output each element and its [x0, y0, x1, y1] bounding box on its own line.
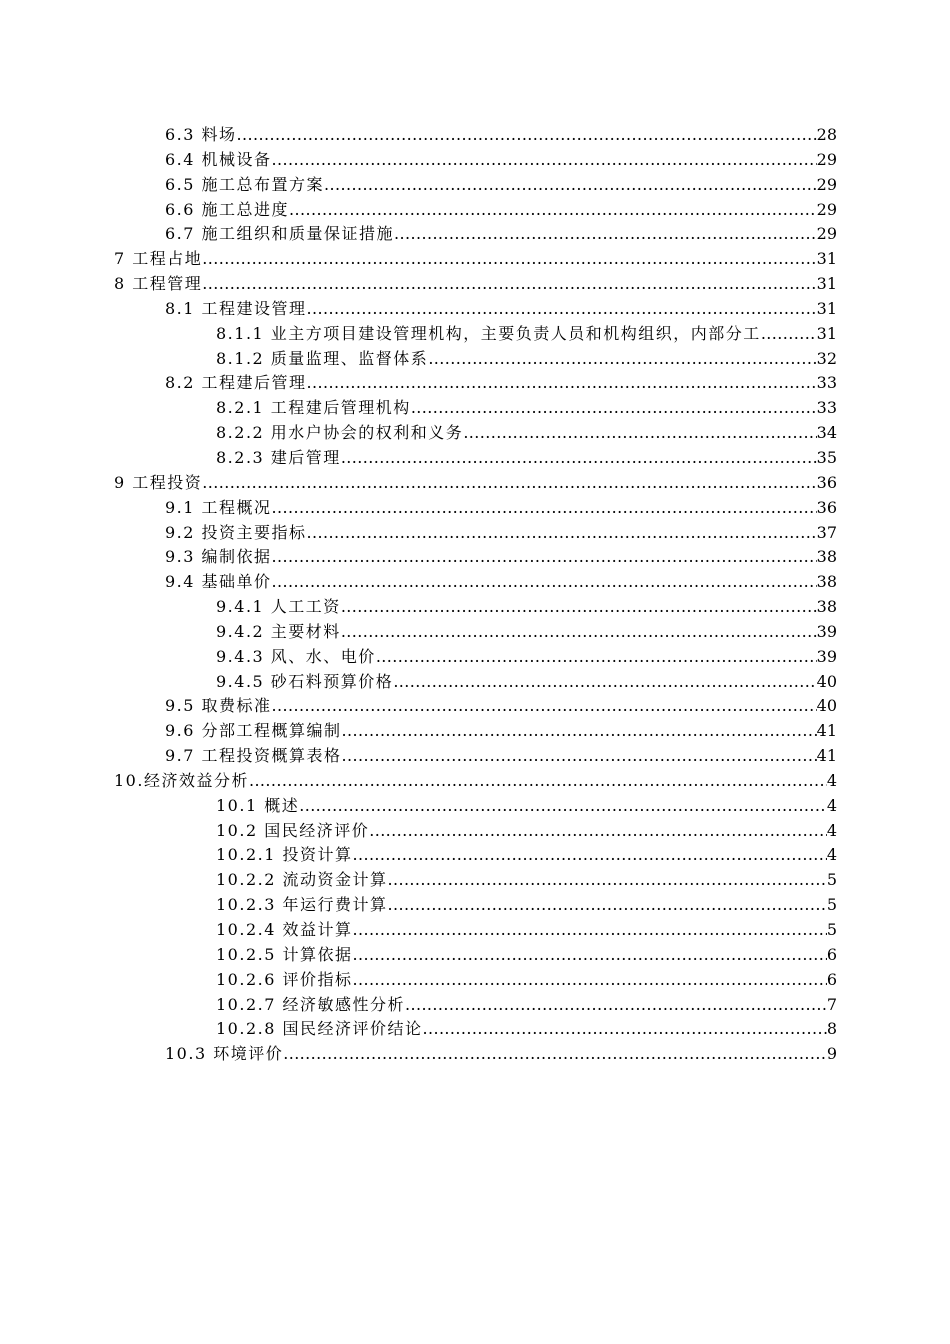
- toc-entry-page: 36: [816, 472, 837, 492]
- toc-entry[interactable]: [0, 222, 950, 247]
- toc-entry[interactable]: [0, 943, 950, 968]
- toc-entry-title: 9.6 分部工程概算编制: [165, 721, 342, 741]
- toc-entry-title: 9.4 基础单价: [165, 572, 272, 592]
- toc-entry[interactable]: [0, 148, 950, 173]
- toc-entry-page: 39: [816, 646, 837, 666]
- toc-leader-dots: [202, 272, 816, 297]
- toc-entry-page: 41: [816, 746, 837, 766]
- toc-entry[interactable]: [0, 496, 950, 521]
- toc-leader-dots: [272, 148, 817, 173]
- toc-entry-title: 10.2.7 经济敏感性分析: [216, 994, 405, 1014]
- toc-entry[interactable]: [0, 322, 950, 347]
- toc-leader-dots: [405, 993, 827, 1018]
- toc-leader-dots: [422, 1017, 826, 1042]
- toc-entry-title: 9.2 投资主要指标: [165, 522, 307, 542]
- toc-entry-page: 38: [816, 597, 837, 617]
- toc-leader-dots: [411, 396, 817, 421]
- toc-entry-page: 4: [826, 820, 837, 840]
- toc-entry-page: 31: [816, 298, 837, 318]
- toc-entry[interactable]: [0, 570, 950, 595]
- toc-leader-dots: [341, 446, 817, 471]
- toc-entry-title: 6.7 施工组织和质量保证措施: [165, 224, 395, 244]
- toc-entry-page: 5: [826, 895, 837, 915]
- toc-entry-page: 40: [816, 671, 837, 691]
- toc-entry[interactable]: [0, 198, 950, 223]
- toc-entry-page: 7: [826, 994, 837, 1014]
- toc-entry-title: 10.2.1 投资计算: [216, 845, 353, 865]
- toc-leader-dots: [342, 744, 817, 769]
- toc-entry-page: 9: [826, 1044, 837, 1064]
- toc-leader-dots: [394, 222, 817, 247]
- toc-leader-dots: [307, 371, 817, 396]
- toc-entry-page: 28: [816, 125, 837, 144]
- toc-leader-dots: [342, 719, 817, 744]
- toc-entry-title: 8.1.2 质量监理、监督体系: [216, 348, 429, 368]
- toc-leader-dots: [393, 670, 816, 695]
- toc-leader-dots: [376, 645, 817, 670]
- toc-leader-dots: [369, 819, 827, 844]
- toc-entry-page: 33: [816, 398, 837, 418]
- toc-leader-dots: [341, 620, 817, 645]
- toc-entry[interactable]: [0, 347, 950, 372]
- toc-leader-dots: [428, 347, 816, 372]
- toc-entry-title: 10.2.3 年运行费计算: [216, 895, 388, 915]
- toc-leader-dots: [352, 968, 826, 993]
- toc-leader-dots: [237, 123, 817, 148]
- toc-leader-dots: [289, 198, 817, 223]
- toc-entry[interactable]: [0, 297, 950, 322]
- toc-entry-page: 38: [816, 572, 837, 592]
- toc-entry-page: 31: [816, 323, 837, 343]
- toc-entry-page: 29: [816, 149, 837, 169]
- toc-entry[interactable]: [0, 794, 950, 819]
- toc-leader-dots: [272, 694, 817, 719]
- toc-entry-page: 38: [816, 547, 837, 567]
- toc-entry[interactable]: [0, 371, 950, 396]
- toc-entry-page: 6: [826, 944, 837, 964]
- toc-leader-dots: [272, 496, 817, 521]
- toc-entry-page: 6: [826, 969, 837, 989]
- toc-leader-dots: [341, 595, 817, 620]
- toc-entry[interactable]: [0, 396, 950, 421]
- toc-entry-title: 9.7 工程投资概算表格: [165, 746, 342, 766]
- toc-leader-dots: [463, 421, 816, 446]
- toc-entry-title: 10.1 概述: [216, 795, 300, 815]
- toc-entry-title: 10.2.4 效益计算: [216, 920, 353, 939]
- toc-entry[interactable]: [0, 471, 950, 496]
- toc-entry-title: 9.4.2 主要材料: [216, 621, 341, 641]
- toc-entry-page: 35: [816, 447, 837, 467]
- toc-entry-page: 36: [816, 497, 837, 517]
- toc-leader-dots: [202, 247, 816, 272]
- toc-entry[interactable]: [0, 521, 950, 546]
- toc-entry-title: 8.2 工程建后管理: [165, 373, 307, 393]
- toc-entry[interactable]: [0, 670, 950, 695]
- toc-entry[interactable]: [0, 769, 950, 794]
- table-of-contents: [0, 123, 950, 1067]
- toc-leader-dots: [387, 868, 826, 893]
- toc-entry-page: 31: [816, 274, 837, 294]
- toc-entry-title: 10.经济效益分析: [114, 770, 249, 790]
- toc-entry-title: 8.1 工程建设管理: [165, 298, 307, 318]
- toc-entry-title: 8.2.1 工程建后管理机构: [216, 398, 411, 418]
- toc-entry-title: 10.2.2 流动资金计算: [216, 870, 388, 890]
- toc-leader-dots: [307, 297, 817, 322]
- toc-leader-dots: [202, 471, 816, 496]
- toc-entry-title: 9.4.5 砂石料预算价格: [216, 671, 394, 691]
- toc-entry-page: 32: [816, 348, 837, 368]
- toc-entry-title: 6.3 料场: [165, 125, 237, 144]
- toc-entry[interactable]: [0, 868, 950, 893]
- toc-entry[interactable]: [0, 1042, 950, 1067]
- toc-entry-page: 34: [816, 423, 837, 443]
- toc-entry-title: 6.4 机械设备: [165, 149, 272, 169]
- toc-entry[interactable]: [0, 719, 950, 744]
- toc-entry-page: 41: [816, 721, 837, 741]
- toc-leader-dots: [352, 843, 826, 868]
- toc-entry-page: 4: [826, 795, 837, 815]
- toc-entry-page: 29: [816, 199, 837, 219]
- toc-leader-dots: [352, 918, 826, 943]
- toc-leader-dots: [283, 1042, 827, 1067]
- toc-entry-title: 8.1.1 业主方项目建设管理机构，主要负责人员和机构组织，内部分工: [216, 323, 761, 343]
- toc-entry[interactable]: [0, 595, 950, 620]
- toc-entry-title: 9.1 工程概况: [165, 497, 272, 517]
- toc-entry-title: 8.2.2 用水户协会的权利和义务: [216, 423, 464, 443]
- toc-entry-title: 8.2.3 建后管理: [216, 447, 341, 467]
- toc-entry[interactable]: [0, 694, 950, 719]
- toc-entry[interactable]: [0, 843, 950, 868]
- toc-entry[interactable]: [0, 893, 950, 918]
- toc-entry-title: 7 工程占地: [114, 249, 203, 269]
- toc-entry-page: 8: [826, 1019, 837, 1039]
- toc-entry[interactable]: [0, 421, 950, 446]
- toc-entry-title: 9.3 编制依据: [165, 547, 272, 567]
- toc-entry[interactable]: [0, 272, 950, 297]
- toc-entry-page: 39: [816, 621, 837, 641]
- toc-leader-dots: [299, 794, 827, 819]
- toc-entry-page: 31: [816, 249, 837, 269]
- toc-entry-title: 9.5 取费标准: [165, 696, 272, 716]
- toc-leader-dots: [307, 521, 817, 546]
- toc-entry-title: 10.2.6 评价指标: [216, 969, 353, 989]
- toc-entry-page: 37: [816, 522, 837, 542]
- toc-entry-page: 4: [826, 845, 837, 865]
- toc-leader-dots: [249, 769, 827, 794]
- toc-entry-title: 9.4.1 人工工资: [216, 597, 341, 617]
- toc-entry-page: 4: [826, 770, 837, 790]
- toc-entry-title: 10.3 环境评价: [165, 1044, 284, 1064]
- toc-entry[interactable]: [0, 744, 950, 769]
- toc-leader-dots: [761, 322, 817, 347]
- toc-entry[interactable]: [0, 247, 950, 272]
- toc-entry-page: 29: [816, 174, 837, 194]
- toc-entry-page: 40: [816, 696, 837, 716]
- toc-entry[interactable]: [0, 918, 950, 943]
- toc-entry-page: 5: [826, 870, 837, 890]
- toc-entry[interactable]: [0, 123, 950, 148]
- toc-entry[interactable]: [0, 645, 950, 670]
- toc-entry[interactable]: [0, 620, 950, 645]
- toc-entry[interactable]: [0, 446, 950, 471]
- toc-entry-title: 6.5 施工总布置方案: [165, 174, 325, 194]
- toc-entry-title: 10.2.8 国民经济评价结论: [216, 1019, 423, 1039]
- toc-entry[interactable]: [0, 545, 950, 570]
- toc-entry[interactable]: [0, 819, 950, 844]
- toc-leader-dots: [324, 173, 817, 198]
- toc-entry[interactable]: [0, 173, 950, 198]
- toc-leader-dots: [272, 545, 817, 570]
- toc-entry[interactable]: [0, 993, 950, 1018]
- toc-entry-title: 10.2.5 计算依据: [216, 944, 353, 964]
- toc-entry-page: 33: [816, 373, 837, 393]
- toc-entry-title: 9 工程投资: [114, 472, 203, 492]
- toc-entry-title: 10.2 国民经济评价: [216, 820, 370, 840]
- toc-entry-title: 8 工程管理: [114, 274, 203, 294]
- toc-entry-page: 5: [826, 920, 837, 939]
- toc-entry[interactable]: [0, 968, 950, 993]
- toc-leader-dots: [352, 943, 826, 968]
- toc-entry-page: 29: [816, 224, 837, 244]
- toc-entry-title: 9.4.3 风、水、电价: [216, 646, 376, 666]
- toc-entry[interactable]: [0, 1017, 950, 1042]
- toc-leader-dots: [272, 570, 817, 595]
- toc-entry-title: 6.6 施工总进度: [165, 199, 290, 219]
- toc-leader-dots: [387, 893, 826, 918]
